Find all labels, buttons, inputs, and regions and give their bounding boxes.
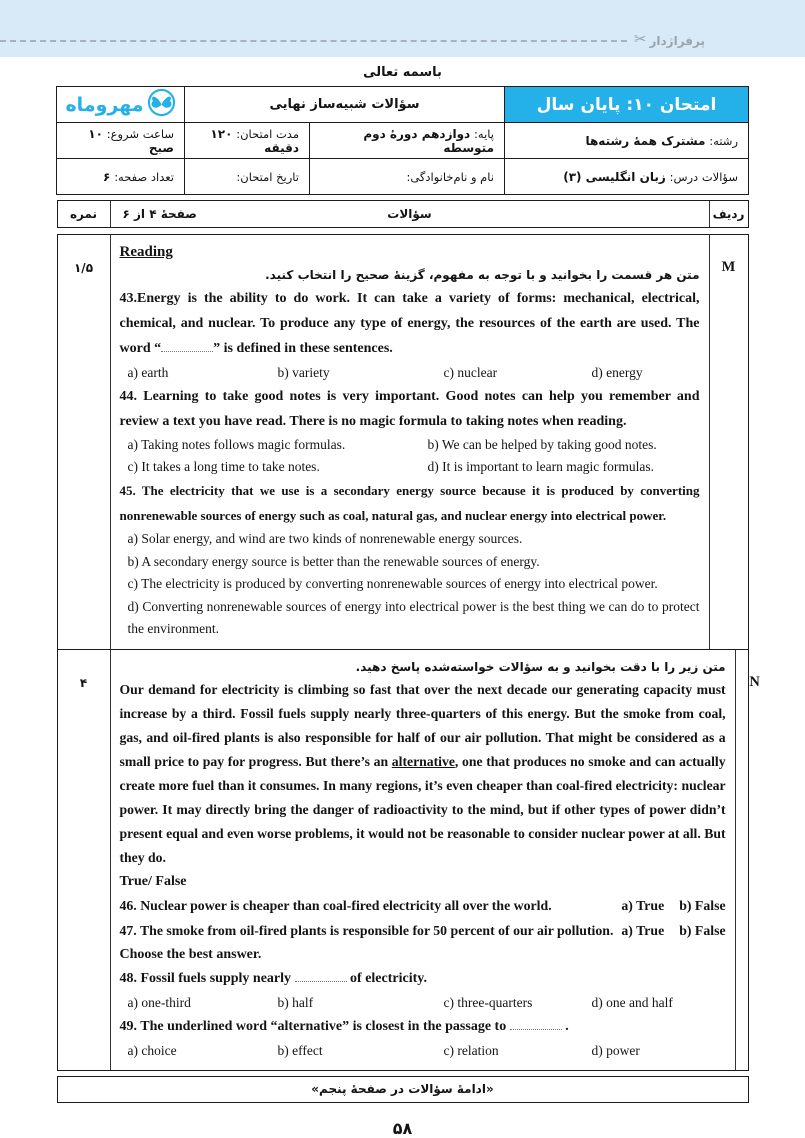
option-d: d) Converting nonrenewable sources of energy into electrical power is the best thing we can do to protect the environment. — [127, 598, 700, 636]
section-n-instruction: متن زیر را با دقت بخوانید و به سؤالات خواسته‌شده پاسخ دهید. — [355, 659, 726, 674]
option-true: a) True — [621, 922, 665, 938]
reading-heading: Reading — [119, 244, 173, 260]
option-false: b) False — [679, 922, 726, 938]
field-start-time: ساعت شروع: ۱۰ صبح — [57, 123, 185, 159]
option-d: d) one and half — [591, 994, 673, 1010]
questions-table — [57, 234, 760, 1071]
exam-header-table — [56, 86, 749, 195]
exam-subtitle: سؤالات شبیه‌ساز نهایی — [269, 97, 420, 112]
butterfly-logo-icon — [147, 88, 176, 121]
field-course: سؤالات درس: زبان انگلیسی (۳) — [505, 159, 749, 195]
continue-note: «ادامهٔ سؤالات در صفحهٔ پنجم» — [57, 1076, 749, 1103]
column-score-label: نمره — [58, 201, 111, 227]
cut-dashed-line — [0, 40, 627, 42]
perforation-band — [0, 0, 805, 57]
option-b: b) variety — [277, 365, 330, 380]
option-true: a) True — [621, 897, 665, 913]
option-d: d) It is important to learn magic formulas. — [427, 459, 654, 474]
true-false-heading: True/ False — [119, 873, 187, 889]
option-false: b) False — [679, 897, 726, 913]
option-b: b) We can be helped by taking good notes. — [427, 437, 657, 452]
option-d: d) energy — [591, 365, 643, 380]
choose-best-answer-heading: Choose the best answer. — [119, 946, 262, 962]
question-45: 45. The electricity that we use is a secondary energy source because it is produced by converting nonrenewable sources of energy such as coal, natural gas, and nuclear energy into electrical power. — [119, 483, 700, 523]
question-46-answers — [621, 898, 725, 914]
question-43-options — [120, 361, 700, 384]
option-b: b) A secondary energy source is better than the renewable sources of energy. — [127, 553, 540, 569]
field-full-name: نام و نام‌خانوادگی: — [310, 159, 505, 195]
exam-title: امتحان ۱۰: پایان سال — [536, 94, 717, 115]
reading-passage: Our demand for electricity is climbing so fast that over the next decade our generating capacity must increase by a third. Fossil fuels supply nearly three-quarters of this energy. But the smoke from coal, gas, and oil-fired plants is also responsible for half of our air pollution. That might be considered as a small price to pay for progress. But there’s an alternative, one that produces no smoke and can actually create more fuel than it consumes. In many regions, it’s even cheaper than coal-fired electricity: nuclear power. It may directly bring the danger of radioactivity to the mind, but if other types of power didn’t present equal and even worse problems, it would not be reasonable to consider nuclear power at all. But they do. — [119, 681, 726, 865]
exam-title-cell — [505, 87, 749, 123]
question-49-options — [120, 1039, 726, 1062]
option-b: b) half — [277, 994, 314, 1010]
question-45-options — [120, 528, 700, 641]
question-44-options — [120, 434, 700, 478]
section-m-instruction: متن هر قسمت را بخوانید و با توجه به مفهوم، گزینهٔ صحیح را انتخاب کنید. — [265, 268, 700, 282]
option-c: c) It takes a long time to take notes. — [127, 459, 320, 474]
section-n-row-id: N — [735, 650, 774, 1070]
bismillah-text: باسمه تعالی — [363, 65, 442, 80]
option-a: a) earth — [127, 365, 169, 380]
section-m-content — [111, 235, 709, 649]
field-pages-count: تعداد صفحه: ۶ — [57, 159, 185, 195]
column-questions-label: سؤالات — [387, 207, 432, 221]
question-47: 47. The smoke from oil-fired plants is responsible for 50 percent of our air pollution. a) True b) False — [119, 922, 726, 938]
option-c: c) three-quarters — [443, 994, 533, 1010]
question-43: 43.Energy is the ability to do work. It can take a variety of forms: mechanical, electrical, chemical, and nuclear. To produce any type of energy, the resources of the earth are used. The word “ ” is defined in these sentences. — [119, 291, 700, 356]
question-47-answers — [621, 923, 725, 939]
brand-cell — [57, 87, 185, 123]
field-major: رشته: مشترک همهٔ رشته‌ها — [505, 123, 749, 159]
column-questions-cell — [111, 201, 709, 227]
questions-column-header — [57, 200, 749, 228]
option-a: a) Solar energy, and wind are two kinds of nonrenewable energy sources. — [127, 531, 523, 546]
option-a: a) choice — [127, 1042, 177, 1058]
question-44: 44. Learning to take good notes is very important. Good notes can help you remember and review a text you have read. There is no magic formula to taking notes when reading. — [119, 389, 700, 429]
fill-blank — [295, 971, 347, 982]
fill-blank — [161, 341, 213, 352]
option-d: d) power — [591, 1042, 640, 1058]
option-a: a) Taking notes follows magic formulas. — [127, 437, 346, 452]
scissors-icon: ✂ — [633, 32, 647, 48]
field-exam-date: تاریخ امتحان: — [185, 159, 310, 195]
fill-blank — [510, 1019, 562, 1030]
question-46: 46. Nuclear power is cheaper than coal-fired electricity all over the world. a) True b) False — [119, 897, 726, 913]
option-c: c) nuclear — [443, 365, 498, 380]
field-duration: مدت امتحان: ۱۲۰ دقیقه — [185, 123, 310, 159]
column-row-label: ردیف — [709, 201, 748, 227]
brand-name: مهروماه — [65, 93, 144, 116]
perforation-label: پرفراژدار — [649, 33, 705, 48]
option-a: a) one-third — [127, 994, 191, 1010]
question-48-options — [120, 991, 726, 1014]
section-n-row — [58, 649, 760, 1070]
page-of-label: صفحهٔ ۴ از ۶ — [122, 207, 197, 221]
section-m-score: ۱/۵ — [58, 235, 111, 649]
section-m-row-id: M — [709, 235, 748, 649]
option-c: c) The electricity is produced by converting nonrenewable sources of energy into electrical power. — [127, 576, 658, 591]
section-n-score: ۴ — [58, 650, 111, 1070]
question-48: 48. Fossil fuels supply nearly of electricity. — [119, 970, 427, 986]
page-number: ۵۸ — [392, 1118, 413, 1138]
question-49: 49. The underlined word “alternative” is closest in the passage to . — [119, 1018, 569, 1034]
field-grade: پایه: دوازدهم دورهٔ دوم متوسطه — [310, 123, 505, 159]
exam-subtitle-cell — [185, 87, 505, 123]
section-n-content — [111, 650, 735, 1070]
option-c: c) relation — [443, 1042, 499, 1058]
underlined-word: alternative — [391, 753, 455, 769]
section-m-row — [58, 235, 748, 649]
option-b: b) effect — [277, 1042, 323, 1058]
